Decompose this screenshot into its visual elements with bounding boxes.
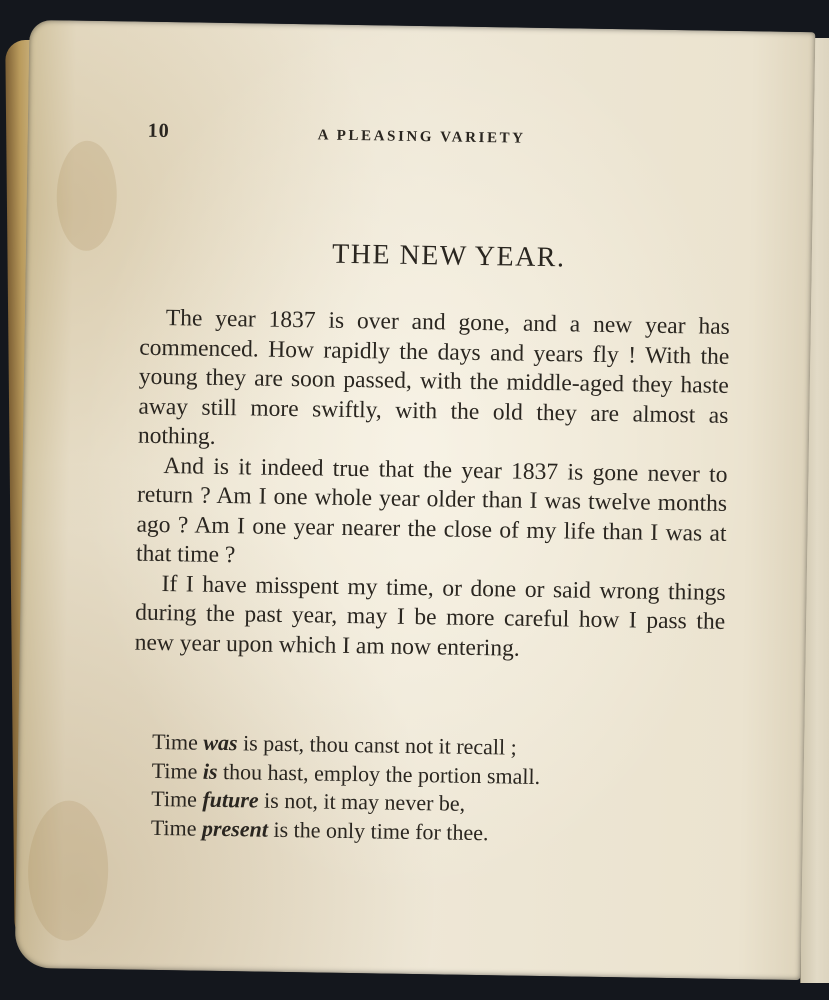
verse-text: is past, thou canst not it recall ; <box>237 730 517 760</box>
verse-text: is the only time for thee. <box>267 816 489 845</box>
verse-text: thou hast, employ the portion small. <box>217 758 541 789</box>
chapter-title: THE NEW YEAR. <box>331 238 566 274</box>
book-page <box>15 20 816 980</box>
verse-line <box>151 813 540 848</box>
verse-text: Time <box>150 814 203 841</box>
verse-emphasis: was <box>203 729 238 756</box>
verse-emphasis: future <box>202 786 259 813</box>
verse-text: is not, it may never be, <box>258 787 466 816</box>
paper-stain <box>27 800 109 941</box>
verse-emphasis: present <box>201 815 269 842</box>
body-text <box>134 304 729 667</box>
verse-emphasis: is <box>202 758 218 784</box>
verse-text: Time <box>151 785 203 812</box>
paragraph: And is it indeed true that the year 1837 is gone never to return ? Am I one whole year older than I was twelve months ago ? Am I one year nearer the close of my life than I was at that time ? <box>135 452 728 569</box>
verse <box>151 728 541 848</box>
verse-text: Time <box>151 728 204 755</box>
paragraph: The year 1837 is over and gone, and a new year has commenced. How rapidly the days and years fly ! With the young they are soon passed, with the middle-aged they haste away still more swiftly, with the old they are almost as nothing. <box>137 305 730 450</box>
paragraph: If I have misspent my time, or done or said wrong things during the past year, may I be more careful how I pass the new year upon which I am now entering. <box>134 570 726 662</box>
running-title: A PLEASING VARIETY <box>317 127 526 147</box>
page-number: 10 <box>147 119 170 143</box>
verse-text: Time <box>151 757 204 784</box>
